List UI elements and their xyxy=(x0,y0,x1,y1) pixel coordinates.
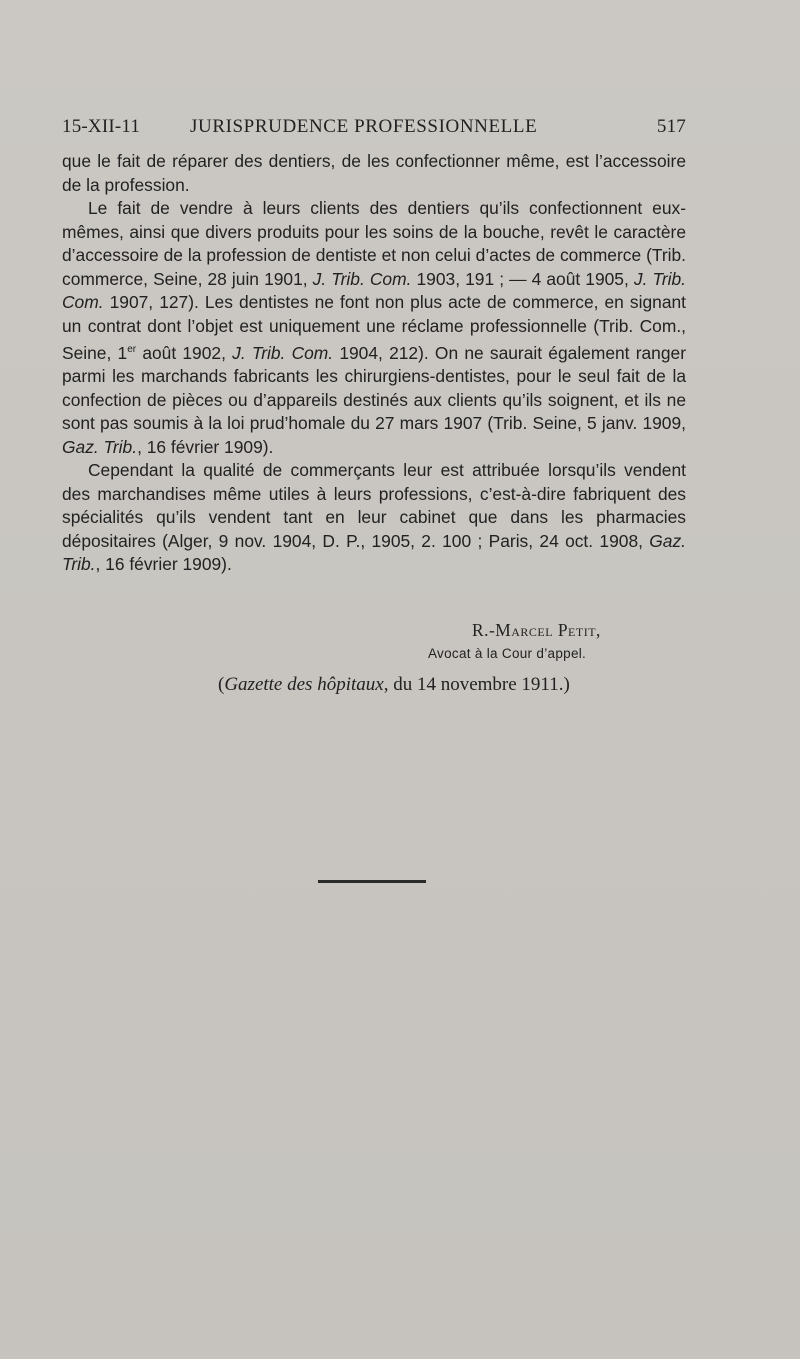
text-segment: août 1902, xyxy=(136,342,233,363)
paragraph xyxy=(62,459,686,577)
text-segment: 1904, 212). On ne saurait également ranger parmi les marchands fabricants les chirurgiens-dentistes, pour le seul fait de la confection de pièces ou d’appareils destinés aux clients qu’ils soignent, et ils ne sont pas soumis à la loi prud’homale du 27 mars 1907 (Trib. Seine, 5 janv. 1909, xyxy=(62,342,686,434)
running-header xyxy=(62,116,686,144)
text-segment: , 16 février 1909). xyxy=(137,436,274,457)
citation-journal: Gaz. Trib. xyxy=(62,530,686,575)
superscript: er xyxy=(127,344,137,355)
text-segment: Le fait de vendre à leurs clients des dentiers qu’ils confectionnent eux-mêmes, ainsi que divers produits pour les soins de la bouche, revêt le caractère d’accessoire de la profession de dentiste et non celui d’actes de commerce (Trib. commerce, Seine, 28 juin 1901, xyxy=(62,198,686,289)
text-segment: que le fait de réparer des dentiers, de les confectionner même, est l’accessoire de la profession. xyxy=(62,151,686,195)
header-title: JURISPRUDENCE PROFESSIONNELLE xyxy=(190,116,538,137)
paragraph xyxy=(62,197,686,459)
text-segment: 1907, 127). Les dentistes ne font non plus acte de commerce, en signant un contrat dont l’objet est uniquement une réclame professionnelle (Trib. Com., Seine, 1 xyxy=(62,292,686,363)
article-body xyxy=(62,150,686,577)
source-citation xyxy=(218,674,570,696)
citation-journal: J. Trib. Com. xyxy=(62,268,687,312)
citation-journal: J. Trib. Com. xyxy=(312,268,412,289)
citation-journal: Gaz. Trib. xyxy=(62,436,138,457)
page-number: 517 xyxy=(656,116,686,137)
text-segment: Cependant la qualité de commerçants leur est attribuée lorsqu’ils vendent des marchandises même utiles à leurs professions, c’est-à-dire fabriquent des spécialités qu’ils vendent tant en leur cabinet que dans les pharmacies dépositaires (Alger, 9 nov. 1904, D. P., 1905, 2. 100 ; Paris, 24 oct. 1908, xyxy=(62,460,686,551)
source-open-paren: ( xyxy=(218,674,225,695)
section-rule xyxy=(318,880,426,883)
text-segment: 1903, 191 ; — 4 août 1905, xyxy=(411,268,634,289)
author-role: Avocat à la Cour d’appel. xyxy=(428,646,587,661)
paragraph xyxy=(62,150,686,197)
citation-journal: J. Trib. Com. xyxy=(232,342,334,363)
text-segment: , 16 février 1909). xyxy=(95,554,232,575)
author-name: R.-Marcel Petit, xyxy=(472,620,601,640)
header-date: 15-XII-11 xyxy=(62,116,141,137)
source-date: , du 14 novembre 1911.) xyxy=(383,674,570,695)
source-journal: Gazette des hôpitaux xyxy=(224,674,384,695)
